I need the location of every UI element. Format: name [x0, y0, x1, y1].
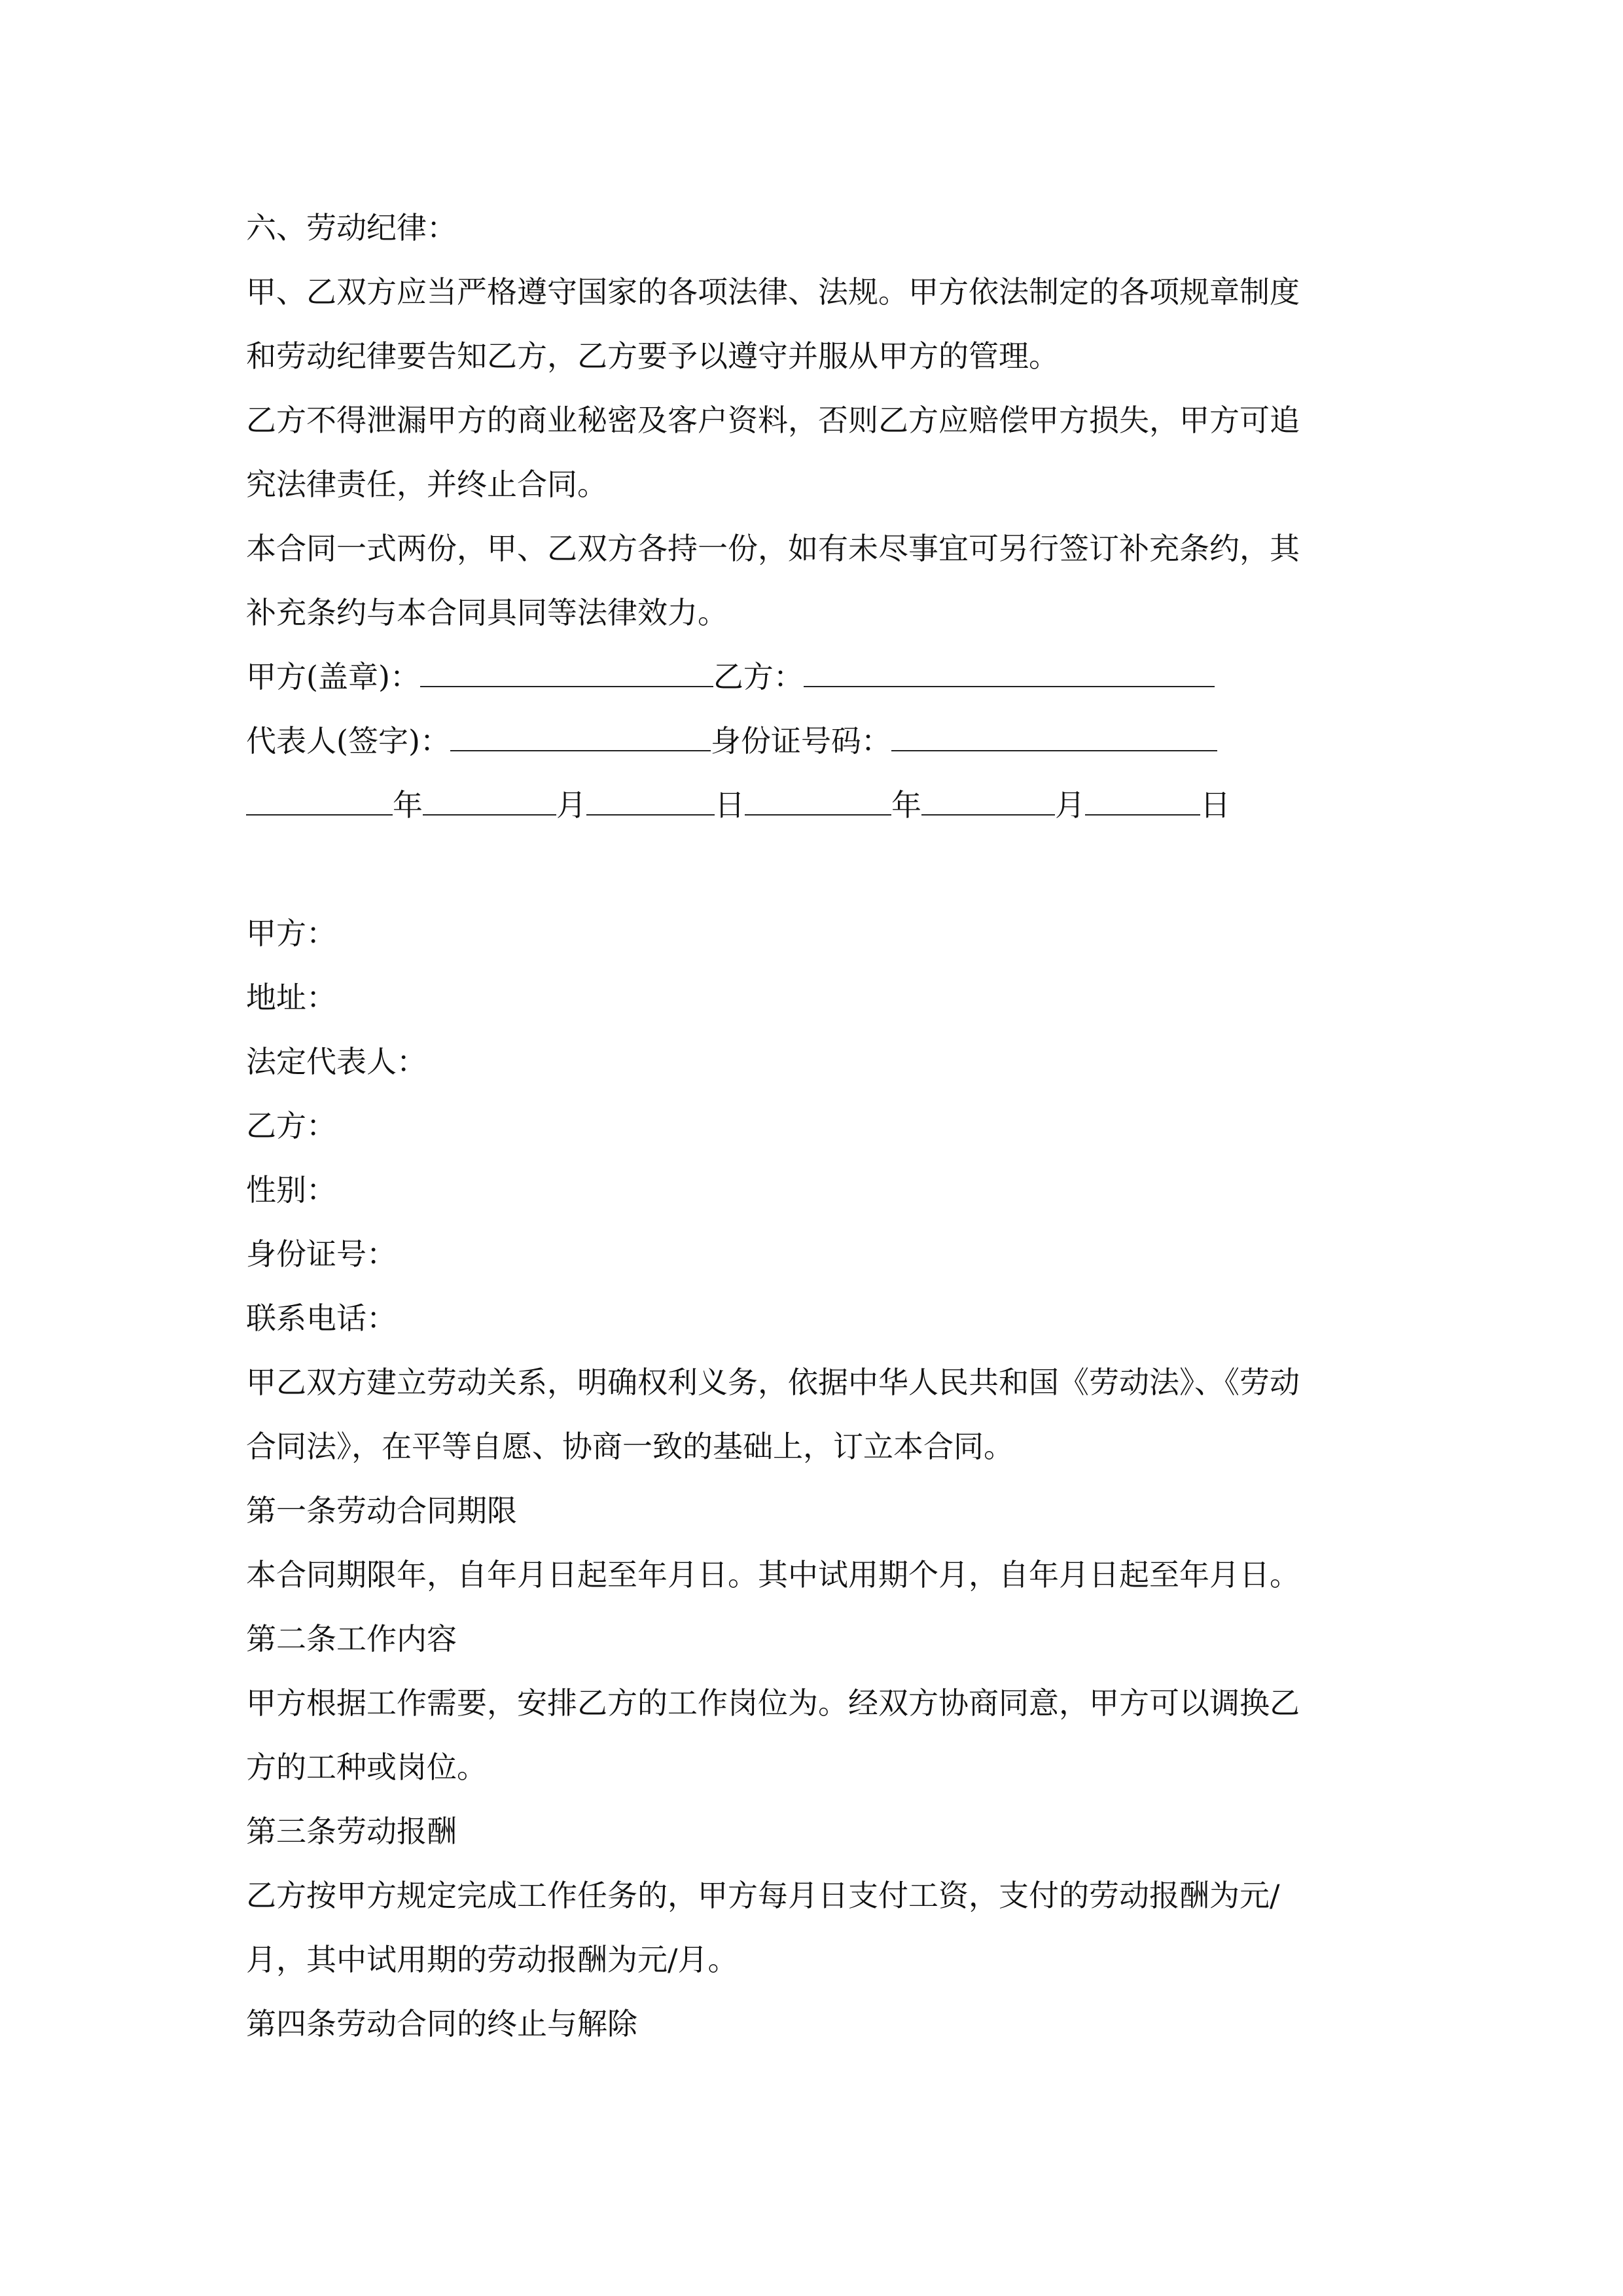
- article4-title: 第四条劳动合同的终止与解除: [246, 2006, 637, 2041]
- info-id-number: 身份证号：: [246, 1236, 397, 1272]
- info-gender: 性别：: [246, 1172, 336, 1208]
- party-a-seal-blank: [420, 660, 713, 687]
- info-party-b: 乙方：: [246, 1108, 336, 1143]
- signature-row-dates: [246, 785, 1230, 825]
- party-b-month-blank: [921, 788, 1055, 816]
- party-b-day-blank: [1085, 788, 1200, 816]
- signature-row-representative: [246, 721, 1217, 761]
- article3-title: 第三条劳动报酬: [246, 1814, 457, 1849]
- id-card-number-label: 身份证号码：: [710, 723, 891, 759]
- article2-title: 第二条工作内容: [246, 1621, 457, 1657]
- section6-heading: 六、劳动纪律：: [246, 210, 457, 245]
- article2-body-line2: 方的工种或岗位。: [246, 1749, 487, 1785]
- section6-p2-line1: 乙方不得泄漏甲方的商业秘密及客户资料，否则乙方应赔偿甲方损失，甲方可追: [246, 403, 1300, 438]
- info-legal-representative: 法定代表人：: [246, 1044, 427, 1079]
- section6-p3-line1: 本合同一式两份，甲、乙双方各持一份，如有未尽事宜可另行签订补充条约，其: [246, 531, 1300, 566]
- party-b-label: 乙方：: [713, 659, 804, 694]
- party-a-day-blank: [586, 788, 715, 816]
- section6-p1-line1: 甲、乙双方应当严格遵守国家的各项法律、法规。甲方依法制定的各项规章制度: [246, 274, 1300, 310]
- intro-line1: 甲乙双方建立劳动关系，明确权利义务，依据中华人民共和国《劳动法》、《劳动: [246, 1365, 1300, 1400]
- party-b-blank: [804, 660, 1215, 687]
- party-b-year-label: 年: [891, 787, 921, 823]
- party-b-month-label: 月: [1055, 787, 1085, 823]
- intro-line2: 合同法》，在平等自愿、协商一致的基础上，订立本合同。: [246, 1429, 1014, 1464]
- article2-body-line1: 甲方根据工作需要，安排乙方的工作岗位为。经双方协商同意，甲方可以调换乙: [246, 1685, 1300, 1721]
- section6-p3-line2: 补充条约与本合同具同等法律效力。: [246, 595, 728, 630]
- info-phone: 联系电话：: [246, 1300, 397, 1336]
- info-party-a: 甲方：: [246, 916, 336, 951]
- party-a-year-label: 年: [393, 787, 423, 823]
- info-address: 地址：: [246, 980, 336, 1015]
- section6-p1-line2: 和劳动纪律要告知乙方，乙方要予以遵守并服从甲方的管理。: [246, 338, 1059, 374]
- party-a-day-label: 日: [715, 787, 745, 823]
- article1-title: 第一条劳动合同期限: [246, 1493, 517, 1528]
- id-card-number-blank: [891, 724, 1217, 751]
- party-a-month-blank: [423, 788, 556, 816]
- party-a-seal-label: 甲方(盖章)：: [246, 659, 420, 694]
- article1-body: 本合同期限年，自年月日起至年月日。其中试用期个月，自年月日起至年月日。: [246, 1557, 1300, 1592]
- signature-row-parties: [246, 657, 1215, 696]
- party-b-day-label: 日: [1200, 787, 1230, 823]
- article3-body-line2: 月，其中试用期的劳动报酬为元/月。: [246, 1942, 738, 1977]
- party-b-year-blank: [745, 788, 891, 816]
- section6-p2-line2: 究法律责任，并终止合同。: [246, 467, 607, 502]
- article3-body-line1: 乙方按甲方规定完成工作任务的，甲方每月日支付工资，支付的劳动报酬为元/: [246, 1878, 1280, 1913]
- representative-sign-blank: [450, 724, 711, 751]
- party-a-month-label: 月: [556, 787, 586, 823]
- party-a-year-blank: [246, 788, 393, 816]
- representative-sign-label: 代表人(签字)：: [246, 723, 450, 759]
